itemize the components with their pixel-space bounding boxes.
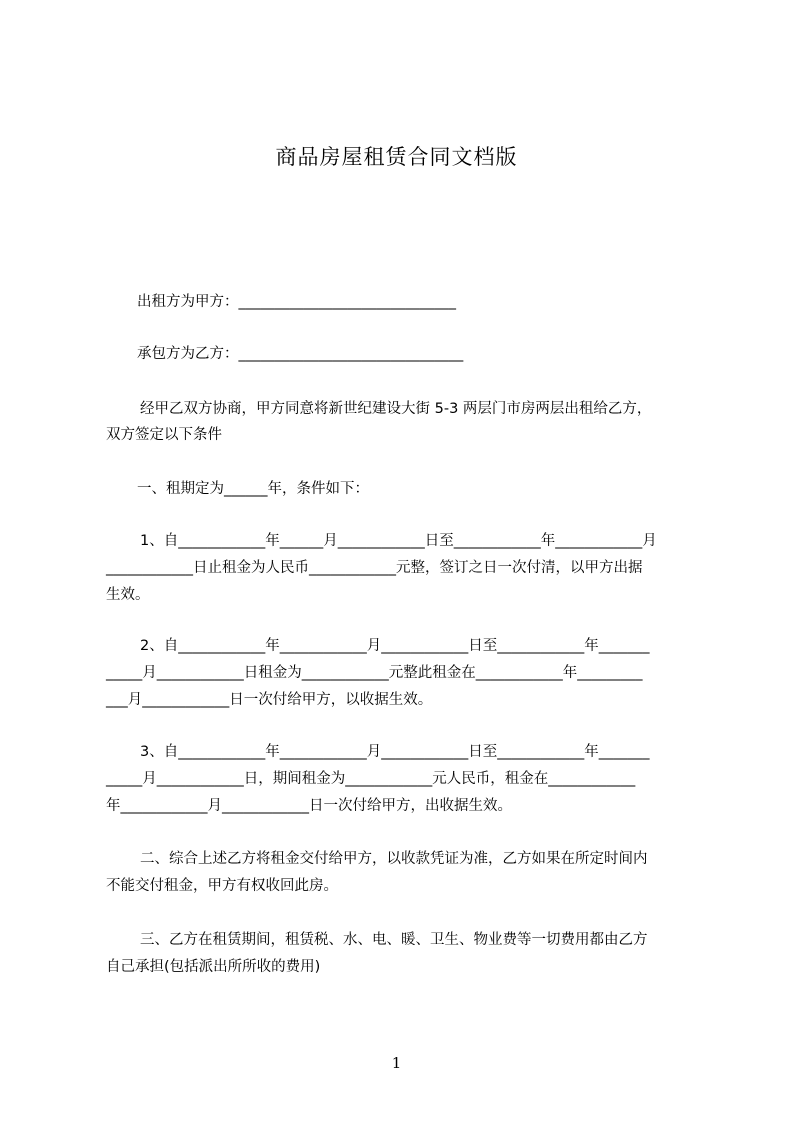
clause-1-heading: 一、租期定为______年，条件如下： <box>137 481 369 497</box>
intro-line-1: 经甲乙双方协商，甲方同意将新世纪建设大街 5-3 两层门市房两层出租给乙方， <box>140 401 652 417</box>
item-3-line-1: 3、自____________年____________月____________日至____________年_______ <box>140 744 650 760</box>
item-3-line-2: _____月____________日，期间租金为____________元人民币，租金在____________ <box>106 771 636 787</box>
item-1-line-3: 生效。 <box>106 587 150 603</box>
lessor-line: 出租方为甲方：______________________________ <box>137 294 456 310</box>
page-number: 1 <box>391 1054 402 1072</box>
lessee-line: 承包方为乙方：_______________________________ <box>137 346 464 362</box>
item-3-line-3: 年____________月____________日一次付给甲方，出收据生效。 <box>106 798 512 814</box>
item-2-line-2: _____月____________日租金为____________元整此租金在____________年_________ <box>106 665 643 681</box>
clause-2-line-2: 不能交付租金，甲方有权收回此房。 <box>106 878 338 894</box>
clause-3-line-2: 自己承担(包括派出所所收的费用) <box>106 959 321 975</box>
clause-3-line-1: 三、乙方在租赁期间，租赁税、水、电、暖、卫生、物业费等一切费用都由乙方 <box>140 932 648 948</box>
item-1-line-2: ____________日止租金为人民币____________元整，签订之日一次付清，以甲方出据 <box>106 560 643 576</box>
document-title: 商品房屋租赁合同文档版 <box>275 145 518 169</box>
item-2-line-3: ___月____________日一次付给甲方，以收据生效。 <box>106 692 433 708</box>
item-2-line-1: 2、自____________年____________月____________日至____________年_______ <box>140 638 650 654</box>
intro-line-2: 双方签定以下条件 <box>106 427 222 443</box>
clause-2-line-1: 二、综合上述乙方将租金交付给甲方，以收款凭证为准，乙方如果在所定时间内 <box>140 851 648 867</box>
item-1-line-1: 1、自____________年______月____________日至____________年____________月 <box>140 533 657 549</box>
